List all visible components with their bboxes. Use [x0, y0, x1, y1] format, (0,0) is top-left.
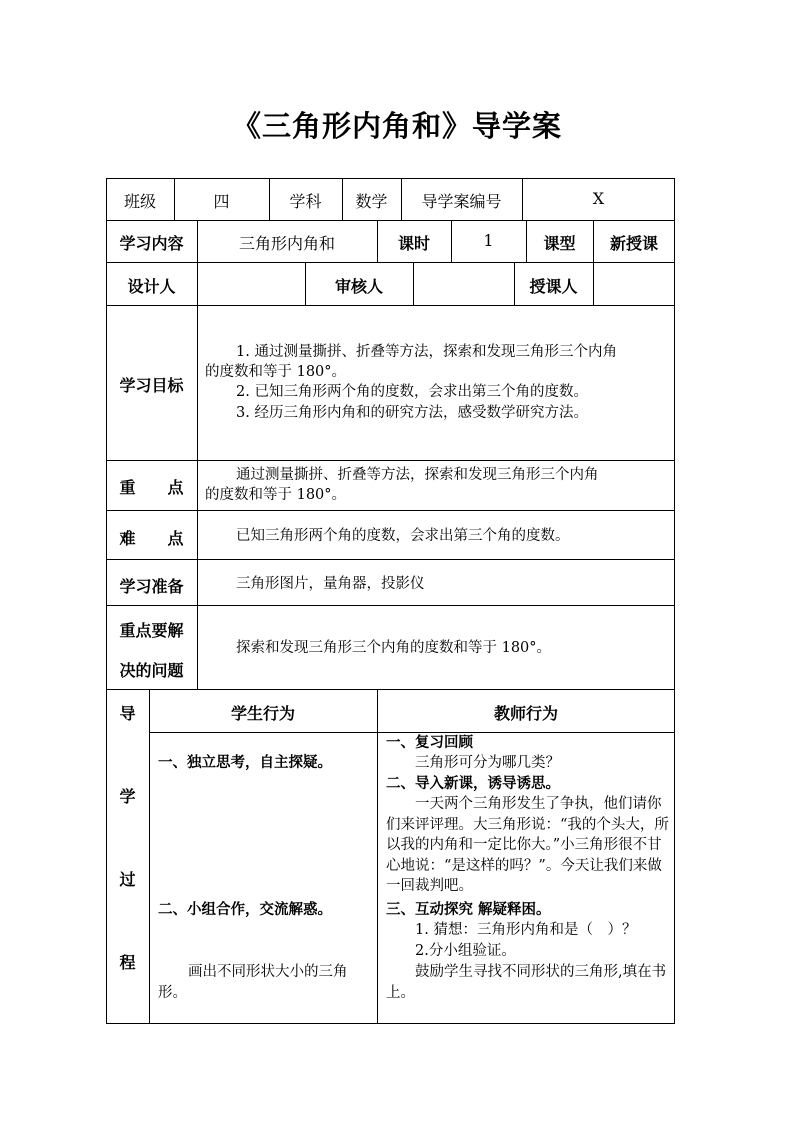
goal-1-line-1: 1. 通过测量撕拼、折叠等方法，探索和发现三角形三个内角 [236, 344, 617, 360]
type-label: 课型 [543, 234, 576, 253]
goal-3: 3. 经历三角形内角和的研究方法，感受数学研究方法。 [236, 405, 588, 421]
teacher-step-guess: 1. 猜想：三角形内角和是（ ）？ [415, 922, 637, 938]
student-step-3-line-2: 形。 [158, 985, 187, 1001]
preparation-text: 三角形图片，量角器，投影仪 [236, 576, 425, 592]
key-point-label: 重 点 [119, 478, 184, 497]
teacher-story-paragraph: 一天两个三角形发生了争执，他们请你们来评评理。大三角形说：“我的个头大，所以我的内角和一定比你大。”小三角形很不甘心地说：“是这样的吗？”。今天让我们来做一回裁判吧。 [386, 796, 669, 894]
problem-label-line-1: 重点要解 [119, 621, 184, 640]
teacher-label: 授课人 [529, 277, 578, 296]
process-side-char-1: 导 [119, 704, 136, 723]
content-value: 三角形内角和 [238, 234, 335, 253]
goal-1-line-2: 的度数和等于 180°。 [205, 364, 347, 380]
preparation-label: 学习准备 [119, 577, 184, 596]
class-value: 四 [213, 192, 230, 211]
process-side-char-4: 程 [119, 953, 136, 972]
type-value: 新授课 [609, 234, 658, 253]
student-behavior-header: 学生行为 [230, 704, 295, 723]
content-label: 学习内容 [119, 234, 184, 253]
teacher-section-1-heading: 一、复习回顾 [386, 734, 473, 751]
teacher-behavior-header: 教师行为 [493, 704, 558, 723]
problem-label-line-2: 决的问题 [119, 661, 184, 680]
designer-label: 设计人 [127, 277, 176, 296]
class-label: 班级 [123, 192, 156, 211]
teacher-step-encourage: 鼓励学生寻找不同形状的三角形,填在书上。 [386, 964, 667, 1001]
teacher-step-verify: 2.分小组验证。 [415, 943, 516, 959]
lesson-plan-table [106, 178, 675, 1024]
student-step-2: 二、小组合作，交流解惑。 [158, 901, 332, 918]
problem-text: 探索和发现三角形三个内角的度数和等于 180°。 [236, 640, 552, 656]
goal-2: 2. 已知三角形两个角的度数，会求出第三个角的度数。 [236, 384, 588, 400]
period-value: 1 [483, 231, 494, 250]
process-side-char-2: 学 [119, 787, 136, 806]
difficulty-text: 已知三角形两个角的度数，会求出第三个角的度数。 [236, 528, 570, 544]
process-side-char-3: 过 [119, 870, 136, 889]
code-value: X [592, 189, 605, 208]
key-point-line-2: 的度数和等于 180°。 [205, 487, 347, 503]
key-point-line-1: 通过测量撕拼、折叠等方法，探索和发现三角形三个内角 [236, 467, 599, 483]
subject-label: 学科 [289, 192, 322, 211]
difficulty-label: 难 点 [119, 529, 184, 548]
document-title: 《三角形内角和》导学案 [231, 109, 562, 143]
teacher-section-3-heading: 三、互动探究 解疑释困。 [386, 901, 551, 918]
teacher-section-2-heading: 二、导入新课，诱导诱思。 [386, 775, 560, 792]
code-label: 导学案编号 [421, 192, 502, 211]
subject-value: 数学 [355, 192, 388, 211]
reviewer-label: 审核人 [334, 277, 383, 296]
student-step-3-line-1: 画出不同形状大小的三角 [188, 964, 348, 980]
teacher-review-question: 三角形可分为哪几类？ [415, 755, 560, 771]
student-step-1: 一、独立思考，自主探疑。 [158, 754, 332, 771]
goals-label: 学习目标 [119, 376, 184, 395]
table-grid-lines [106, 178, 675, 1024]
period-label: 课时 [397, 234, 430, 253]
